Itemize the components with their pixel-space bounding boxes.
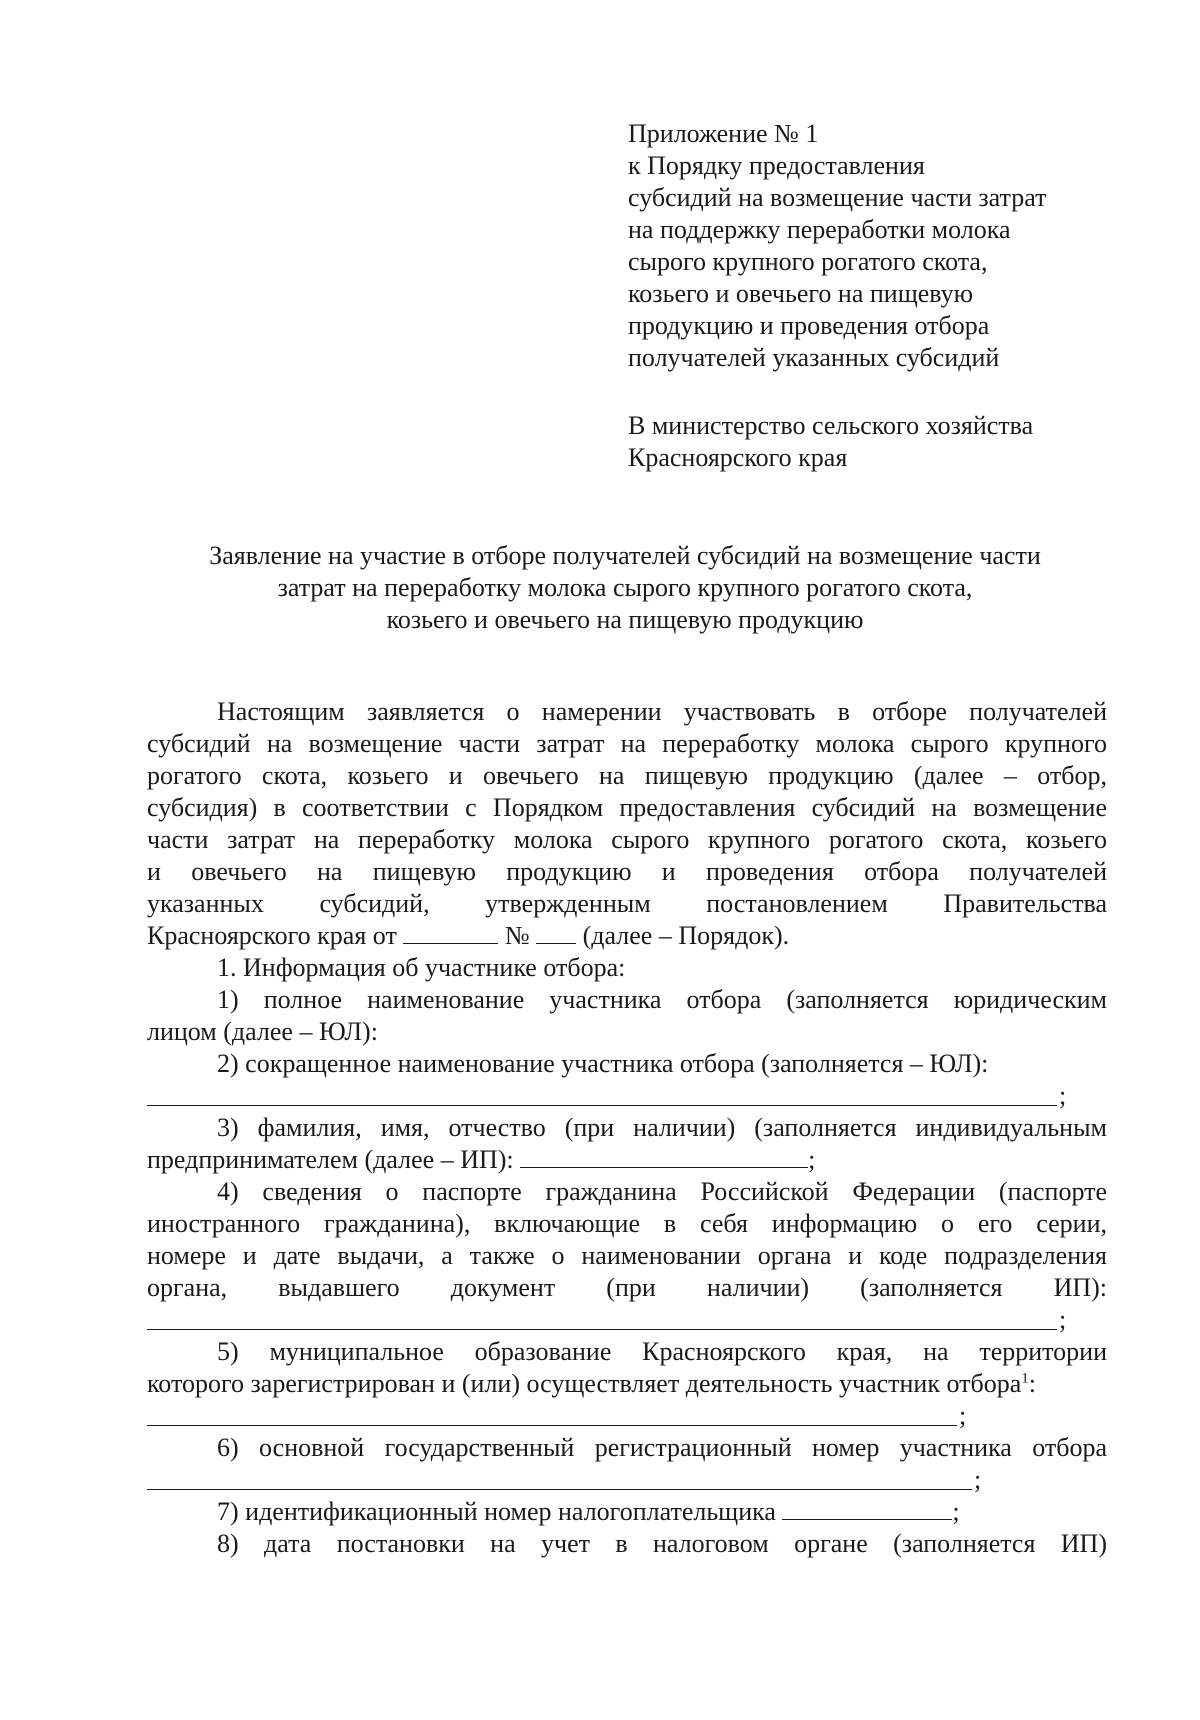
item-4-line: иностранного гражданина), включающие в себя информацию о его серии,	[147, 1209, 1107, 1238]
intro-last-text: Красноярского края от	[147, 921, 397, 950]
appendix-line: сырого крупного рогатого скота,	[628, 247, 988, 276]
item-3-line: 3) фамилия, имя, отчество (при наличии) (заполняется индивидуальным	[217, 1113, 1107, 1142]
semicolon: ;	[1059, 1081, 1067, 1110]
item-2-line: 2) сокращенное наименование участника отбора (заполняется – ЮЛ):	[217, 1049, 989, 1078]
intro-line: субсидий на возмещение части затрат на переработку молока сырого крупного	[147, 729, 1107, 758]
item-3-blank-field[interactable]	[520, 1145, 808, 1168]
item-7-line	[147, 1496, 1107, 1528]
appendix-line: получателей указанных субсидий	[628, 343, 1000, 372]
item-5-blank-field[interactable]	[147, 1425, 957, 1426]
semicolon: ;	[1059, 1305, 1067, 1334]
item-7-text: 7) идентификационный номер налогоплательщика	[217, 1497, 776, 1526]
intro-last-line	[147, 920, 1107, 952]
item-6-blank-field[interactable]	[147, 1489, 972, 1490]
item-8-line: 8) дата постановки на учет в налоговом органе (заполняется ИП)	[217, 1529, 1107, 1558]
appendix-header	[628, 118, 1088, 374]
item-4-line: 4) сведения о паспорте гражданина Российской Федерации (паспорте	[217, 1177, 1107, 1206]
item-2-blank-field[interactable]	[147, 1105, 1057, 1106]
intro-line: части затрат на переработку молока сырого крупного рогатого скота, козьего	[147, 825, 1107, 854]
item-2-fill-line	[147, 1080, 1107, 1112]
date-blank-field[interactable]	[403, 921, 498, 944]
item-3-text: предпринимателем (далее – ИП):	[147, 1145, 514, 1174]
item-4-fill-line	[147, 1304, 1107, 1336]
footnote-mark[interactable]: 1	[1021, 1370, 1029, 1387]
title-line: затрат на переработку молока сырого крупного рогатого скота,	[277, 573, 973, 602]
colon: :	[1028, 1369, 1036, 1398]
addressee-line: В министерство сельского хозяйства	[628, 411, 1034, 440]
item-5-line	[147, 1368, 1107, 1400]
item-5-fill-line	[147, 1400, 1107, 1432]
intro-line: Настоящим заявляется о намерении участвовать в отборе получателей	[217, 697, 1107, 726]
title-line: козьего и овечьего на пищевую продукцию	[386, 605, 864, 634]
semicolon: ;	[808, 1145, 816, 1174]
intro-line: субсидия) в соответствии с Порядком предоставления субсидий на возмещение	[147, 793, 1107, 822]
addressee-block	[628, 410, 1088, 474]
item-3-line	[147, 1144, 1107, 1176]
appendix-line: продукцию и проведения отбора	[628, 311, 990, 340]
item-6-line: 6) основной государственный регистрационный номер участника отбора	[217, 1433, 1107, 1462]
intro-last-text: (далее – Порядок).	[582, 921, 790, 950]
addressee-line: Красноярского края	[628, 443, 848, 472]
document-title	[150, 540, 1100, 636]
intro-line: указанных субсидий, утвержденным постановлением Правительства	[147, 889, 1107, 918]
document-body	[147, 696, 1107, 1560]
number-blank-field[interactable]	[536, 921, 576, 944]
semicolon: ;	[974, 1465, 982, 1494]
appendix-line: козьего и овечьего на пищевую	[628, 279, 974, 308]
item-4-line: органа, выдавшего документ (при наличии) (заполняется ИП):	[147, 1273, 1107, 1302]
item-5-text: которого зарегистрирован и (или) осуществляет деятельность участник отбора	[147, 1369, 1022, 1398]
appendix-line: к Порядку предоставления	[628, 151, 925, 180]
semicolon: ;	[959, 1401, 967, 1430]
item-4-blank-field[interactable]	[147, 1329, 1057, 1330]
intro-line: и овечьего на пищевую продукцию и проведения отбора получателей	[147, 857, 1107, 886]
item-7-blank-field[interactable]	[782, 1497, 952, 1520]
appendix-line: Приложение № 1	[628, 119, 819, 148]
appendix-line: на поддержку переработки молока	[628, 215, 1011, 244]
appendix-line: субсидий на возмещение части затрат	[628, 183, 1047, 212]
item-1-line: 1) полное наименование участника отбора (заполняется юридическим	[217, 985, 1107, 1014]
section-heading: 1. Информация об участнике отбора:	[217, 953, 626, 982]
item-4-line: номере и дате выдачи, а также о наименовании органа и коде подразделения	[147, 1241, 1107, 1270]
intro-line: рогатого скота, козьего и овечьего на пищевую продукцию (далее – отбор,	[147, 761, 1107, 790]
item-1-line: лицом (далее – ЮЛ):	[147, 1017, 378, 1046]
number-sign: №	[504, 921, 530, 950]
item-6-fill-line	[147, 1464, 1107, 1496]
semicolon: ;	[952, 1497, 960, 1526]
item-5-line: 5) муниципальное образование Красноярского края, на территории	[217, 1337, 1107, 1366]
title-line: Заявление на участие в отборе получателей субсидий на возмещение части	[209, 541, 1041, 570]
